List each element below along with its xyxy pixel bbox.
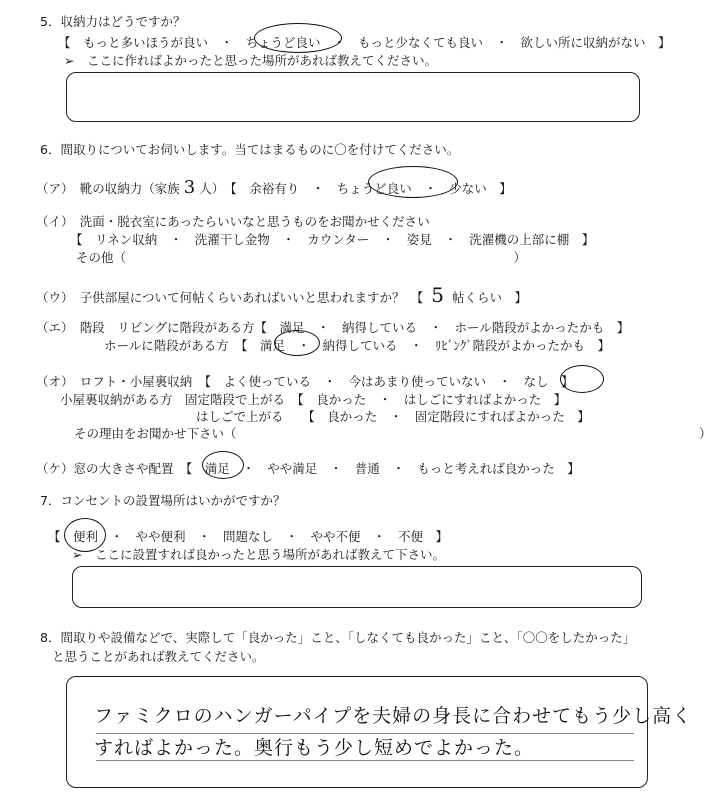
- q7-options: 【 便利 ・ やや便利 ・ 問題なし ・ やや不便 ・ 不便 】: [48, 529, 449, 544]
- q5-answer-box: [66, 72, 640, 122]
- q5-sub-prompt: ➢ ここに作ればよかったと思った場所があれば教えてください。: [64, 53, 437, 68]
- q6-a-text: （ア） 靴の収納力（家族: [36, 181, 180, 196]
- q6-i-other: その他（ ）: [76, 250, 527, 265]
- q7-answer-box: [72, 566, 642, 608]
- q6-u-rest: 帖くらい 】: [452, 290, 528, 305]
- ruled-line: [96, 760, 634, 761]
- answer-circle: [274, 330, 320, 356]
- q8-answer-box: [66, 676, 648, 788]
- answer-circle: [254, 23, 342, 53]
- q8-answer-line2: すればよかった。奥行もう少し短めでよかった。: [94, 737, 535, 759]
- q6-e-line1: （エ） 階段 リビングに階段がある方【 満足 ・ 納得している ・ ホール階段がよかったかも 】: [36, 320, 630, 335]
- q6-a-count: 3: [183, 177, 196, 198]
- q6-u-value: 5: [431, 283, 444, 307]
- q6-i-options: 【 リネン収納 ・ 洗濯干し金物 ・ カウンター ・ 姿見 ・ 洗濯機の上部に棚 】: [70, 232, 595, 247]
- q6-title: 6．間取りについてお伺いします。当てはまるものに〇を付けてください。: [40, 142, 460, 157]
- q6-e-line2: ホールに階段がある方 【 満足 ・ 納得している ・ ﾘﾋﾞﾝｸﾞ階段がよかったかも 】: [104, 338, 611, 353]
- q5-title: 5．収納力はどうですか？: [40, 14, 186, 29]
- q5-options: 【 もっと多いほうが良い ・ ちょうど良い ・ もっと少なくても良い ・ 欲しい所に収納がない 】: [58, 35, 671, 50]
- q7-title: 7．コンセントの設置場所はいかがですか？: [40, 493, 286, 508]
- q6-o-line3: はしごで上がる 【 良かった ・ 固定階段にすればよかった 】: [196, 409, 590, 424]
- q6-o-line2: 小屋裏収納がある方 固定階段で上がる 【 良かった ・ はしごにすればよかった 】: [60, 392, 567, 407]
- q6-i-text: （イ） 洗面・脱衣室にあったらいいなと思うものをお聞かせください: [36, 214, 430, 229]
- q8-answer-line1: ファミクロのハンガーパイプを夫婦の身長に合わせてもう少し高く: [94, 705, 693, 727]
- q8-title-cont: と思うことがあれば教えてください。: [52, 649, 265, 664]
- q6-o-line4: その理由をお聞かせ下さい（ ）: [74, 426, 712, 441]
- q6-ke-line: （ケ）窓の大きさや配置 【 満足 ・ やや満足 ・ 普通 ・ もっと考えれば良かった 】: [36, 461, 580, 476]
- q6-u-text: （ウ） 子供部屋について何帖くらいあればいいと思われますか？ 【: [36, 290, 424, 305]
- q6-o-line1: （オ） ロフト・小屋裏収納 【 よく使っている ・ 今はあまり使っていない ・ なし 】: [36, 374, 574, 389]
- answer-circle: [368, 166, 458, 198]
- q7-sub-prompt: ➢ ここに設置すれば良かったと思う場所があれば教えて下さい。: [72, 547, 445, 562]
- q6-a-rest: 人） 【 余裕有り ・ ちょうど良い ・ 少ない 】: [199, 181, 512, 196]
- q8-title: 8．間取りや設備などで、実際して「良かった」こと、「しなくても良かった」こと、「〇〇をしたかった」: [40, 630, 636, 645]
- answer-circle: [560, 365, 604, 393]
- q6-u-row: [36, 283, 527, 307]
- answer-circle: [202, 451, 244, 479]
